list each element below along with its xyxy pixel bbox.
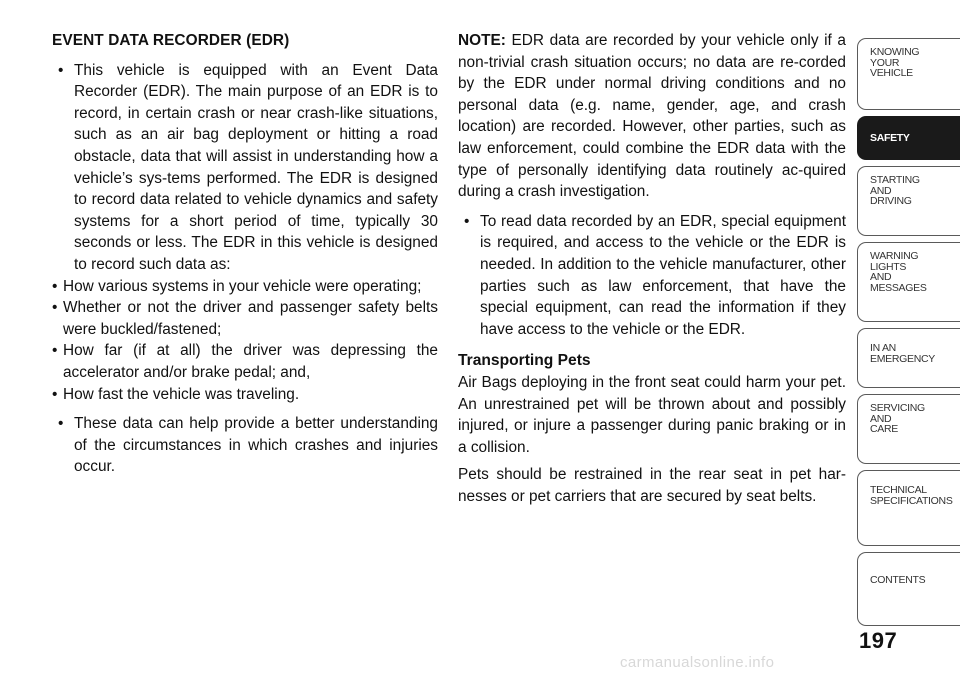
note-paragraph [458, 30, 846, 203]
left-column [52, 30, 438, 478]
watermark-text: carmanualsonline.info [620, 654, 775, 671]
page-number: 197 [859, 628, 898, 653]
list-item: • Whether or not the driver and passenger safety belts were buckled/fastened; [52, 297, 438, 340]
tab-in-an-emergency[interactable]: IN AN EMERGENCY [857, 328, 960, 388]
note-label: NOTE: [458, 32, 506, 49]
tab-technical-specifications[interactable]: TECHNICAL SPECIFICATIONS [857, 470, 960, 546]
closing-bullet: • These data can help provide a better understanding of the circumstances in which crashes and injuries occur. [52, 413, 438, 478]
tab-starting-and-driving[interactable]: STARTING AND DRIVING [857, 166, 960, 236]
tab-knowing-your-vehicle[interactable]: KNOWING YOUR VEHICLE [857, 38, 960, 110]
list-item: • How various systems in your vehicle were operating; [52, 276, 438, 298]
pets-paragraph-2: Pets should be restrained in the rear seat in pet har-nesses or pet carriers that are secured by seat belts. [458, 466, 846, 505]
pets-paragraph-1: Air Bags deploying in the front seat could harm your pet. An unrestrained pet will be thrown about and possibly injured, or injure a passenger during panic braking or in a collision. [458, 373, 846, 456]
tab-safety[interactable]: SAFETY [857, 116, 960, 160]
right-column [458, 30, 846, 507]
tab-servicing-and-care[interactable]: SERVICING AND CARE [857, 394, 960, 464]
edr-access-bullet: • To read data recorded by an EDR, special equipment is required, and access to the vehicle or the EDR is needed. In addition to the vehicle manufacturer, other parties such as law enforcement, that have the special equipment, can read the information if they have access to the vehicle or the EDR. [458, 211, 846, 341]
subheading-pets: Transporting Pets [458, 352, 591, 370]
list-item: • How fast the vehicle was traveling. [52, 384, 438, 406]
intro-bullet: • This vehicle is equipped with an Event Data Recorder (EDR). The main purpose of an EDR is to record, in certain crash or near crash-like situations, such as an air bag deployment or hitting a road obstacle, data that will assist in understanding how a vehicle’s sys-tems performed. The EDR is designed to record data related to vehicle dynamics and safety systems for a short period of time, typically 30 seconds or less. The EDR in this vehicle is designed to record such data as: [52, 60, 438, 276]
tab-warning-lights-and-messages[interactable]: WARNING LIGHTS AND MESSAGES [857, 242, 960, 322]
section-tabs [857, 38, 960, 632]
list-item: • How far (if at all) the driver was depressing the accelerator and/or brake pedal; and, [52, 340, 438, 383]
note-text: EDR data are recorded by your vehicle only if a non-trivial crash situation occurs; no data are re-corded by the EDR under normal driving conditions and no personal data (e.g. name, gender, age, and crash location) are recorded. However, other parties, such as law enforcement, could combine the EDR data with the type of personally identifying data routinely ac-quired during a crash investigation. [458, 32, 846, 201]
tab-contents[interactable]: CONTENTS [857, 552, 960, 626]
section-heading: EVENT DATA RECORDER (EDR) [52, 32, 290, 49]
